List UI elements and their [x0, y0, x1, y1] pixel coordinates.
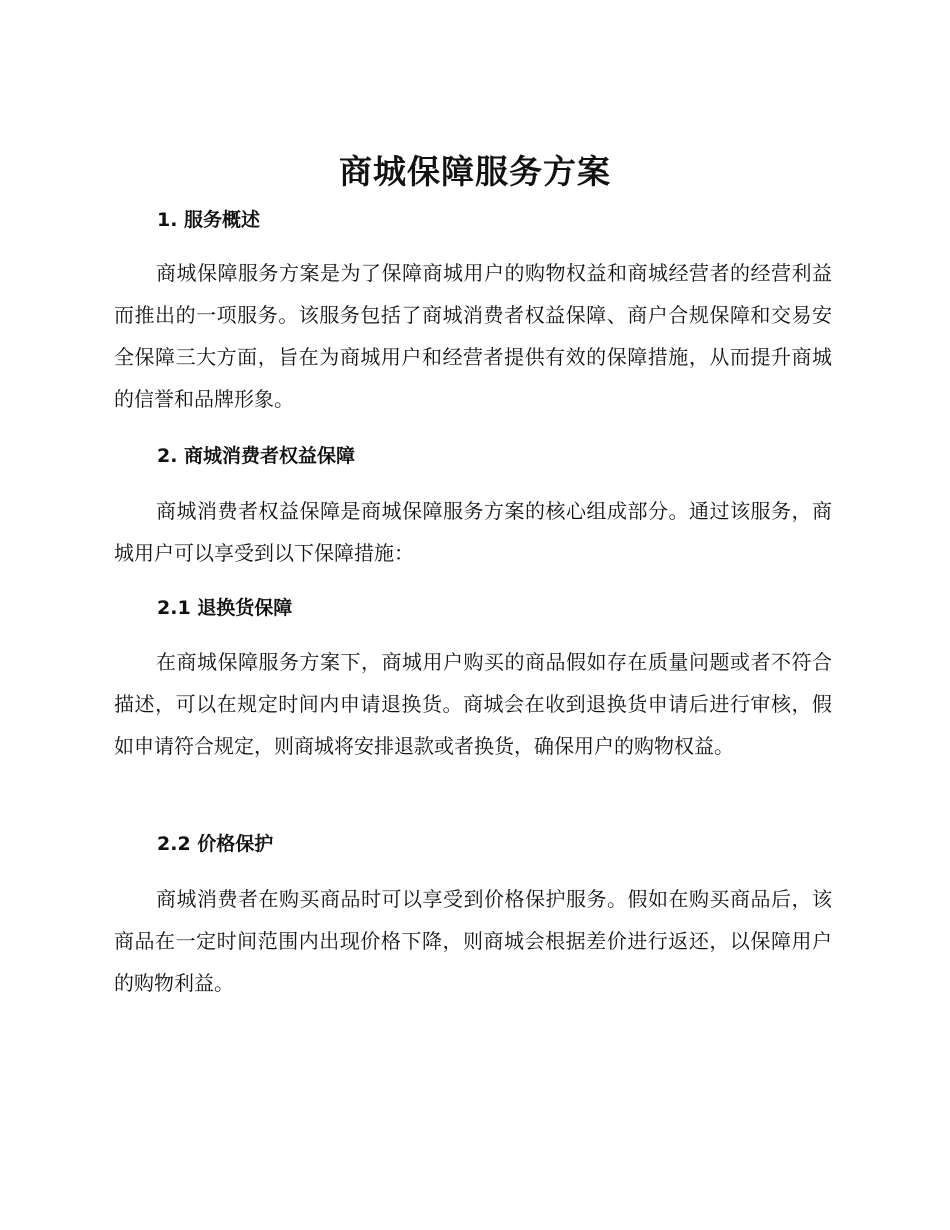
document-title: 商城保障服务方案	[339, 152, 611, 191]
section-paragraph-service-overview: 商城保障服务方案是为了保障商城用户的购物权益和商城经营者的经营利益而推出的一项服务。该服务包括了商城消费者权益保障、商户合规保障和交易安全保障三大方面，旨在为商城用户和经营者提供有效的保障措施，从而提升商城的信誉和品牌形象。	[114, 261, 832, 411]
section-paragraph-price-protection: 商城消费者在购买商品时可以享受到价格保护服务。假如在购买商品后，该商品在一定时间范围内出现价格下降，则商城会根据差价进行返还，以保障用户的购物利益。	[114, 887, 832, 995]
section-heading-return-exchange: 2.1 退换货保障	[157, 597, 293, 619]
section-paragraph-consumer-rights: 商城消费者权益保障是商城保障服务方案的核心组成部分。通过该服务，商城用户可以享受到以下保障措施：	[114, 499, 832, 565]
section-paragraph-return-exchange: 在商城保障服务方案下，商城用户购买的商品假如存在质量问题或者不符合描述，可以在规定时间内申请退换货。商城会在收到退换货申请后进行审核，假如申请符合规定，则商城将安排退款或者换货，确保用户的购物权益。	[114, 650, 832, 758]
section-heading-price-protection: 2.2 价格保护	[157, 833, 274, 855]
section-heading-consumer-rights: 2. 商城消费者权益保障	[157, 445, 356, 467]
section-heading-service-overview: 1. 服务概述	[157, 209, 261, 231]
